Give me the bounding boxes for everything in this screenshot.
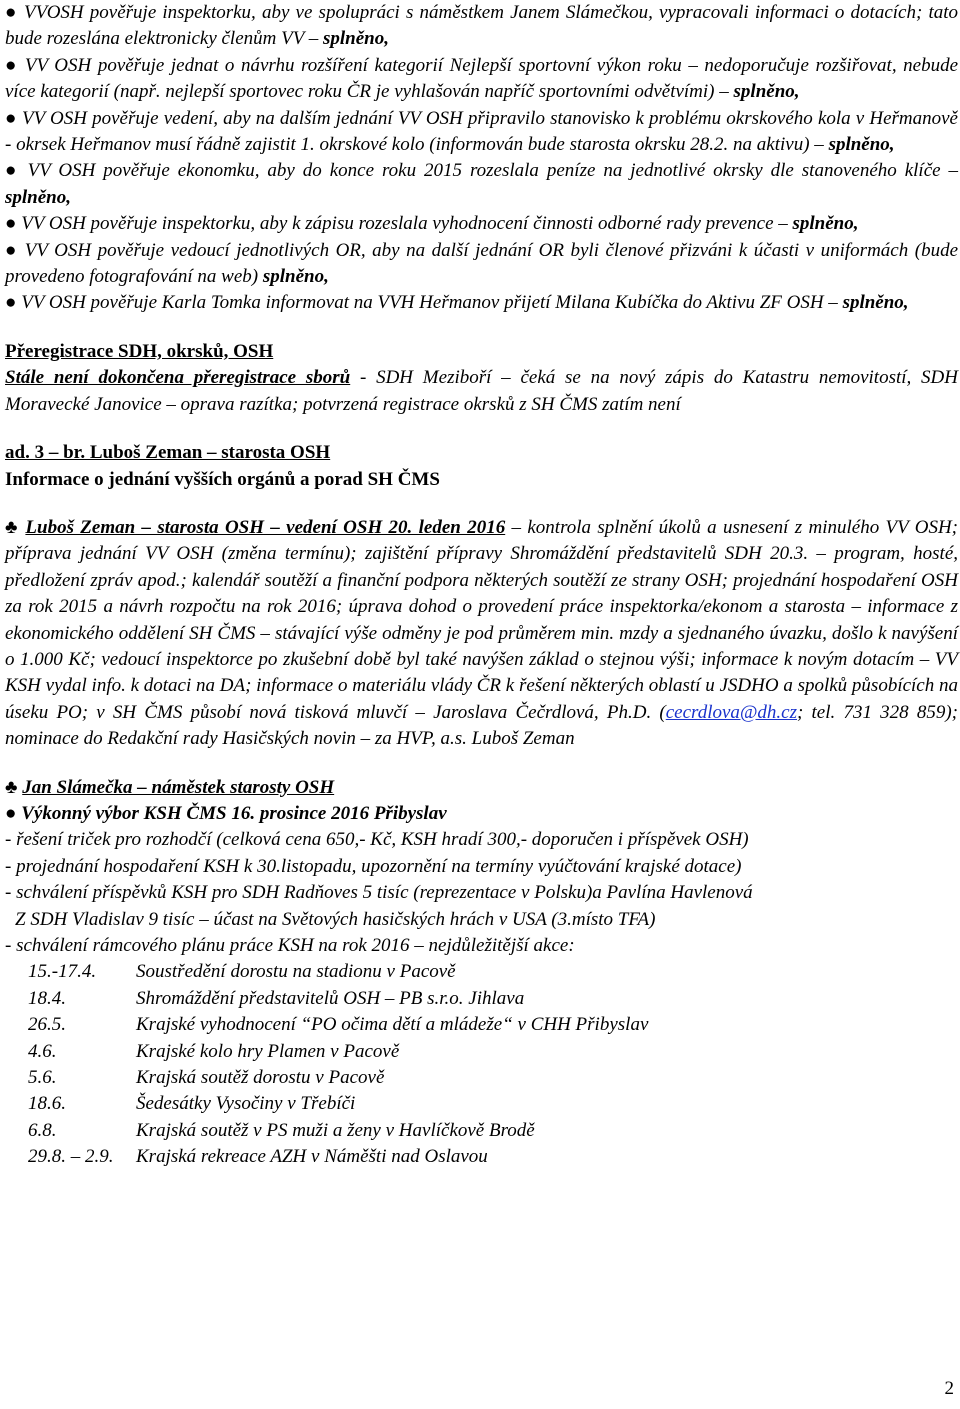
resolution-5: ● VV OSH pověřuje inspektorku, aby k zápisu rozeslala vyhodnocení činnosti odborné rady prevence – splněno, (5, 213, 859, 235)
document-page (5, 0, 958, 1171)
event-row (5, 1012, 958, 1038)
event-row (5, 986, 958, 1012)
email-link[interactable]: cecrdlova@dh.cz (665, 701, 797, 723)
event-date: 5.6. (28, 1067, 57, 1089)
event-date: 4.6. (28, 1040, 57, 1062)
event-row (5, 1091, 958, 1117)
resolution-7: ● VV OSH pověřuje Karla Tomka informovat na VVH Heřmanov přijetí Milana Kubíčka do Aktivu ZF OSH – splněno, (5, 292, 909, 314)
bullet: ● (5, 107, 17, 129)
ad3-subheading: Informace o jednání vyšších orgánů a porad SH ČMS (5, 468, 440, 490)
event-date: 15.-17.4. (28, 961, 97, 983)
bullet: ● (5, 54, 19, 76)
resolution-1: ● VVOSH pověřuje inspektorku, aby ve spolupráci s náměstkem Janem Slámečkou, vypracovali informaci o dotacích; tato bude rozeslána elektronicky členům VV – splněno, (5, 2, 959, 50)
list-item: - řešení triček pro rozhodčí (celková cena 650,- Kč, KSH hradí 300,- doporučen i příspěvek OSH) (5, 829, 749, 851)
resolution-4: ● VV OSH pověřuje ekonomku, aby do konce roku 2015 rozeslala peníze na jednotlivé okrsky dle stanoveného klíče – splněno, (5, 160, 958, 208)
event-text: Krajské vyhodnocení “PO očima dětí a mládeže“ v CHH Přibyslav (136, 1014, 649, 1036)
club-icon: ♣ (5, 516, 20, 538)
list-item: - schválení rámcového plánu práce KSH na rok 2016 – nejdůležitější akce: (5, 935, 575, 956)
zeman-paragraph: ♣ Luboš Zeman – starosta OSH – vedení OSH 20. leden 2016 – kontrola splnění úkolů a usnesení z minulého VV OSH; příprava jednání VV OSH (změna termínu); zajištění přípravy Shromáždění představitelů SDH 20.3. – program, hosté, předložení zpráv apod.; kalendář soutěží a finanční podpora některých soutěží ze strany OSH; projednání hospodaření OSH za rok 2015 a návrh rozpočtu na rok 2016; úprava dohod o provedení práce inspektorka/ekonom a starosta – informace z ekonomického oddělení SH ČMS – stávající výše odměny je pod průměrem min. mzdy a sjednaného úvazku, došlo k navýšení o 1.000 Kč; vedoucí inspektorce po zkušební době byl také navýšen základ o stejnou výši; informace k novým dotacím – VV KSH vydal info. k dotaci na DA; informace o materiálu vlády ČR k řešení některých oblastí u JSDHO a spolků působících na úseku PO; v SH ČMS působí nová tisková mluvčí – Jaroslava Čečrdlová, Ph.D. (cecrdlova@dh.cz; tel. 731 328 859); nominace do Redakční rady Hasičských novin – za HVP, a.s. Luboš Zeman (5, 516, 959, 750)
bullet: ● (5, 213, 17, 235)
bullet: ● (5, 239, 19, 261)
event-text: Soustředění dorostu na stadionu v Pacově (136, 961, 456, 983)
list-item: - schválení příspěvků KSH pro SDH Radňoves 5 tisíc (reprezentace v Polsku)a Pavlína Havlenová (5, 882, 753, 904)
event-text: Shromáždění představitelů OSH – PB s.r.o. Jihlava (136, 987, 525, 1009)
event-date: 29.8. – 2.9. (28, 1146, 114, 1168)
event-row (5, 1144, 958, 1170)
zeman-heading: Luboš Zeman – starosta OSH – vedení OSH 20. leden 2016 (25, 516, 506, 538)
event-row (5, 959, 958, 985)
event-text: Krajské kolo hry Plamen v Pacově (136, 1040, 400, 1062)
event-text: Krajská soutěž v PS muži a ženy v Havlíčkově Brodě (136, 1119, 535, 1141)
event-row (5, 1065, 958, 1091)
event-row (5, 1118, 958, 1144)
bullet: ● (5, 802, 17, 824)
list-item: - projednání hospodaření KSH k 30.listopadu, upozornění na termíny vyúčtování krajské dotace) (5, 855, 742, 877)
vv-heading-line (5, 801, 958, 827)
slamecka-heading-line (5, 775, 958, 801)
event-text: Krajská soutěž dorostu v Pacově (136, 1067, 385, 1089)
resolution-6: ● VV OSH pověřuje vedoucí jednotlivých OR, aby na další jednání OR byli členové přizváni k účasti v uniformách (bude provedeno fotografování na web) splněno, (5, 239, 959, 288)
event-date: 6.8. (28, 1119, 57, 1141)
club-icon: ♣ (5, 776, 18, 798)
page-number: 2 (944, 1378, 954, 1399)
prereg-paragraph: Stále není dokončena přeregistrace sborů - SDH Meziboří – čeká se na nový zápis do Katastru nemovitostí, SDH Moravecké Janovice – oprava razítka; potvrzená registrace okrsků z SH ČMS zatím není (5, 367, 958, 415)
event-date: 18.6. (28, 1093, 66, 1115)
prereg-subheading: Stále není dokončena přeregistrace sborů (5, 367, 351, 389)
slamecka-heading: Jan Slámečka – náměstek starosty OSH (22, 776, 335, 798)
event-date: 18.4. (28, 987, 66, 1009)
bullet: ● (5, 2, 18, 23)
bullet: ● (5, 160, 20, 182)
ad3-heading: ad. 3 – br. Luboš Zeman – starosta OSH (5, 442, 331, 464)
event-date: 26.5. (28, 1014, 66, 1036)
event-text: Krajská rekreace AZH v Náměšti nad Oslavou (136, 1146, 488, 1168)
vv-heading: Výkonný výbor KSH ČMS 16. prosince 2016 Přibyslav (21, 802, 447, 824)
bullet: ● (5, 292, 17, 314)
resolution-2: ● VV OSH pověřuje jednat o návrhu rozšíření kategorií Nejlepší sportovní výkon roku – nedoporučuje rozšiřovat, nebude více kategorií (např. nejlepší sportovec roku ČR je vyhlašován napříč sportovními odvětvími) – splněno, (5, 54, 959, 103)
event-row (5, 1039, 958, 1065)
list-item: Z SDH Vladislav 9 tisíc – účast na Světových hasičských hrách v USA (3.místo TFA) (15, 908, 656, 930)
prereg-heading: Přeregistrace SDH, okrsků, OSH (5, 340, 274, 362)
event-text: Šedesátky Vysočiny v Třebíči (136, 1093, 356, 1115)
resolution-3: ● VV OSH pověřuje vedení, aby na dalším jednání VV OSH připravilo stanovisko k problému okrskového kola v Heřmanově - okrsek Heřmanov musí řádně zajistit 1. okrskové kolo (informován bude starosta okrsku 28.2. na aktivu) – splněno, (5, 107, 958, 156)
